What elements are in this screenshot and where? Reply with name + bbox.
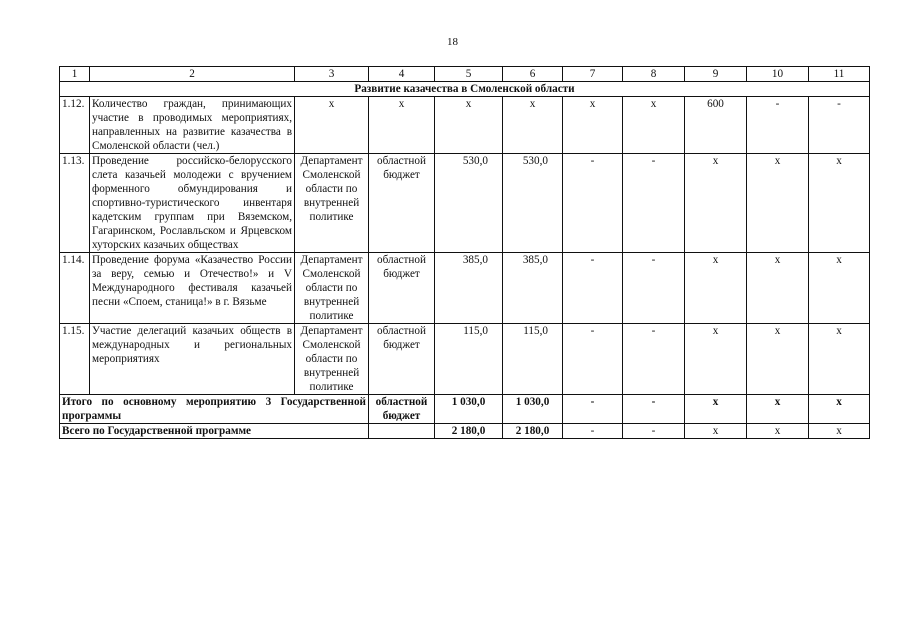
column-header: 2 <box>90 67 295 82</box>
row-year2: - <box>563 324 623 395</box>
subtotal-year2: - <box>563 395 623 424</box>
row-number: 1.12. <box>60 97 90 154</box>
column-header: 1 <box>60 67 90 82</box>
row-col11: х <box>809 154 870 253</box>
column-header: 3 <box>295 67 369 82</box>
row-executor: Департамент Смоленской области по внутренней политике <box>295 154 369 253</box>
row-year2: - <box>563 154 623 253</box>
row-year2: х <box>563 97 623 154</box>
row-name: Количество граждан, принимающих участие в проводимых мероприятиях, направленных на развитие казачества в Смоленской области (чел.) <box>90 97 295 154</box>
row-col9: х <box>685 253 747 324</box>
subtotal-col9: х <box>685 395 747 424</box>
row-executor: Департамент Смоленской области по внутренней политике <box>295 324 369 395</box>
row-col9: 600 <box>685 97 747 154</box>
table-row <box>60 154 870 253</box>
row-source: х <box>369 97 435 154</box>
row-col11: - <box>809 97 870 154</box>
subtotal-col10: х <box>747 395 809 424</box>
row-year3: - <box>623 253 685 324</box>
page-number: 18 <box>447 36 458 48</box>
program-table <box>59 66 870 439</box>
row-col10: х <box>747 253 809 324</box>
row-year3: - <box>623 324 685 395</box>
row-col9: х <box>685 154 747 253</box>
table-row <box>60 324 870 395</box>
row-source: областной бюджет <box>369 253 435 324</box>
subtotal-source: областной бюджет <box>369 395 435 424</box>
grand-total-year3: - <box>623 424 685 439</box>
row-total: 385,0 <box>435 253 503 324</box>
subtotal-year1: 1 030,0 <box>503 395 563 424</box>
row-col11: х <box>809 253 870 324</box>
subtotal-total: 1 030,0 <box>435 395 503 424</box>
grand-total-label: Всего по Государственной программе <box>60 424 369 439</box>
column-header: 8 <box>623 67 685 82</box>
section-title: Развитие казачества в Смоленской области <box>60 82 870 97</box>
row-name: Участие делегаций казачьих обществ в международных и региональных мероприятиях <box>90 324 295 395</box>
row-year1: х <box>503 97 563 154</box>
row-col11: х <box>809 324 870 395</box>
row-name: Проведение российско-белорусского слета казачьей молодежи с вручением форменного обмундирования и спортивно-туристического инвентаря кадетским группам при Вяземском, Гагаринском, Рославльском и Ярцевском хуторских казачьих обществах <box>90 154 295 253</box>
column-header: 6 <box>503 67 563 82</box>
column-header: 10 <box>747 67 809 82</box>
row-col9: х <box>685 324 747 395</box>
row-year1: 385,0 <box>503 253 563 324</box>
column-header: 9 <box>685 67 747 82</box>
section-row <box>60 82 870 97</box>
row-col10: х <box>747 154 809 253</box>
table-row <box>60 253 870 324</box>
row-year1: 115,0 <box>503 324 563 395</box>
row-executor: Департамент Смоленской области по внутренней политике <box>295 253 369 324</box>
grand-total-row <box>60 424 870 439</box>
subtotal-row <box>60 395 870 424</box>
row-executor: х <box>295 97 369 154</box>
row-col10: - <box>747 97 809 154</box>
grand-total-col11: х <box>809 424 870 439</box>
row-number: 1.13. <box>60 154 90 253</box>
row-year3: х <box>623 97 685 154</box>
column-header: 5 <box>435 67 503 82</box>
row-year2: - <box>563 253 623 324</box>
row-source: областной бюджет <box>369 154 435 253</box>
grand-total-col9: х <box>685 424 747 439</box>
subtotal-label: Итого по основному мероприятию 3 Государственной программы <box>60 395 369 424</box>
subtotal-col11: х <box>809 395 870 424</box>
grand-total-col10: х <box>747 424 809 439</box>
grand-total-year2: - <box>563 424 623 439</box>
row-total: 530,0 <box>435 154 503 253</box>
row-source: областной бюджет <box>369 324 435 395</box>
subtotal-year3: - <box>623 395 685 424</box>
column-number-header <box>60 67 870 82</box>
row-number: 1.14. <box>60 253 90 324</box>
table-row <box>60 97 870 154</box>
row-year1: 530,0 <box>503 154 563 253</box>
grand-total-total: 2 180,0 <box>435 424 503 439</box>
row-total: х <box>435 97 503 154</box>
row-col10: х <box>747 324 809 395</box>
row-total: 115,0 <box>435 324 503 395</box>
grand-total-year1: 2 180,0 <box>503 424 563 439</box>
row-name: Проведение форума «Казачество России за веру, семью и Отечество!» и V Международного фестиваля казачьей песни «Споем, станица!» в г. Вязьме <box>90 253 295 324</box>
column-header: 4 <box>369 67 435 82</box>
grand-total-source <box>369 424 435 439</box>
row-number: 1.15. <box>60 324 90 395</box>
column-header: 11 <box>809 67 870 82</box>
row-year3: - <box>623 154 685 253</box>
column-header: 7 <box>563 67 623 82</box>
